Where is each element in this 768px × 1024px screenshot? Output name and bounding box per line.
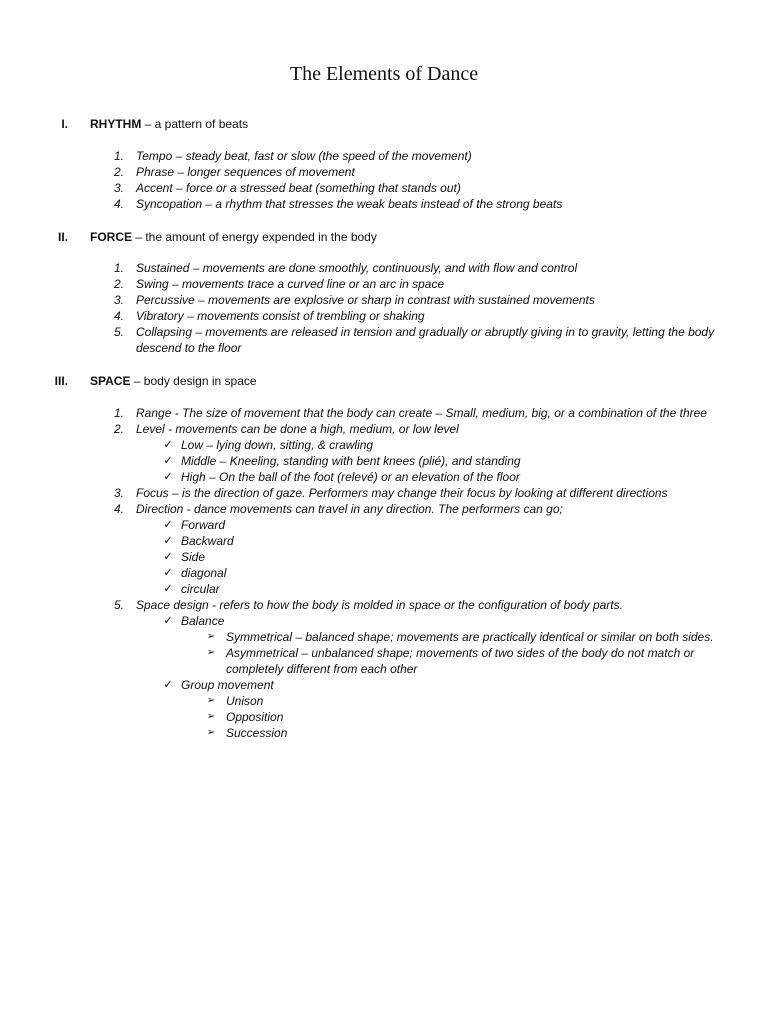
page-title: The Elements of Dance: [289, 63, 479, 85]
check-mark-icon: ✓: [163, 614, 173, 627]
check-mark-icon: ✓: [163, 550, 173, 563]
force-list: [0, 260, 768, 356]
list-item: 4. Vibratory – movements consist of trembling or shaking: [113, 309, 425, 323]
direction-option: ✓ circular: [0, 581, 768, 597]
list-item: 2. Phrase – longer sequences of movement: [113, 165, 355, 179]
list-item: 4. Syncopation – a rhythm that stresses the weak beats instead of the strong beats: [113, 197, 563, 211]
level-option: ✓ Low – lying down, sitting, & crawling: [0, 437, 768, 453]
section-term: RHYTHM: [90, 117, 142, 131]
list-item: 5. Collapsing – movements are released in tension and gradually or abruptly giving in to gravity, letting the body descend to the floor: [113, 325, 715, 355]
list-item: 3. Accent – force or a stressed beat (something that stands out): [113, 181, 461, 195]
section-numeral: III.: [54, 374, 68, 388]
arrow-bullet-icon: ➢: [206, 647, 216, 658]
section-numeral: II.: [57, 230, 68, 244]
section-term: SPACE: [90, 374, 131, 388]
group-type: ➢ Unison: [0, 693, 768, 709]
rhythm-list: [0, 148, 768, 212]
check-mark-icon: ✓: [163, 582, 173, 595]
check-mark-icon: ✓: [163, 454, 173, 467]
section-definition: – a pattern of beats: [141, 117, 249, 131]
list-item: 1. Sustained – movements are done smoothly, continuously, and with flow and control: [113, 261, 578, 275]
list-item: 5. Space design - refers to how the body is molded in space or the configuration of body parts.: [113, 598, 623, 612]
check-mark-icon: ✓: [163, 470, 173, 483]
group-type: ➢ Opposition: [0, 709, 768, 725]
section-numeral: I.: [61, 117, 68, 131]
direction-option: ✓ diagonal: [0, 565, 768, 581]
arrow-bullet-icon: ➢: [206, 695, 216, 706]
direction-option: ✓ Forward: [0, 517, 768, 533]
list-item: 1. Range - The size of movement that the body can create – Small, medium, big, or a combination of the three: [113, 406, 707, 420]
list-item: 4. Direction - dance movements can travel in any direction. The performers can go;: [113, 502, 563, 516]
direction-option: ✓ Backward: [0, 533, 768, 549]
group-movement-heading: ✓ Group movement: [0, 677, 768, 693]
level-option: ✓ Middle – Kneeling, standing with bent knees (plié), and standing: [0, 453, 768, 469]
group-type: ➢ Succession: [0, 725, 768, 741]
check-mark-icon: ✓: [163, 678, 173, 691]
space-list: [0, 405, 768, 741]
level-option: ✓ High – On the ball of the foot (relevé) or an elevation of the floor: [0, 469, 768, 485]
check-mark-icon: ✓: [163, 534, 173, 547]
list-item: 3. Percussive – movements are explosive or sharp in contrast with sustained movements: [113, 293, 595, 307]
list-item: 3. Focus – is the direction of gaze. Performers may change their focus by looking at different directions: [113, 486, 668, 500]
arrow-bullet-icon: ➢: [206, 711, 216, 722]
section-term: FORCE: [90, 230, 132, 244]
list-item: 2. Level - movements can be done a high, medium, or low level: [113, 422, 459, 436]
check-mark-icon: ✓: [163, 438, 173, 451]
section-definition: – body design in space: [130, 374, 257, 388]
check-mark-icon: ✓: [163, 566, 173, 579]
balance-type: ➢ Symmetrical – balanced shape; movements are practically identical or similar on both sides.: [0, 629, 768, 645]
arrow-bullet-icon: ➢: [206, 631, 216, 642]
list-item: 2. Swing – movements trace a curved line or an arc in space: [113, 277, 445, 291]
direction-option: ✓ Side: [0, 549, 768, 565]
balance-heading: ✓ Balance: [0, 613, 768, 629]
arrow-bullet-icon: ➢: [206, 727, 216, 738]
section-definition: – the amount of energy expended in the body: [132, 230, 377, 244]
list-item: 1. Tempo – steady beat, fast or slow (the speed of the movement): [113, 149, 472, 163]
check-mark-icon: ✓: [163, 518, 173, 531]
balance-type: ➢ Asymmetrical – unbalanced shape; movements of two sides of the body do not match or completely different from each other: [0, 645, 768, 677]
